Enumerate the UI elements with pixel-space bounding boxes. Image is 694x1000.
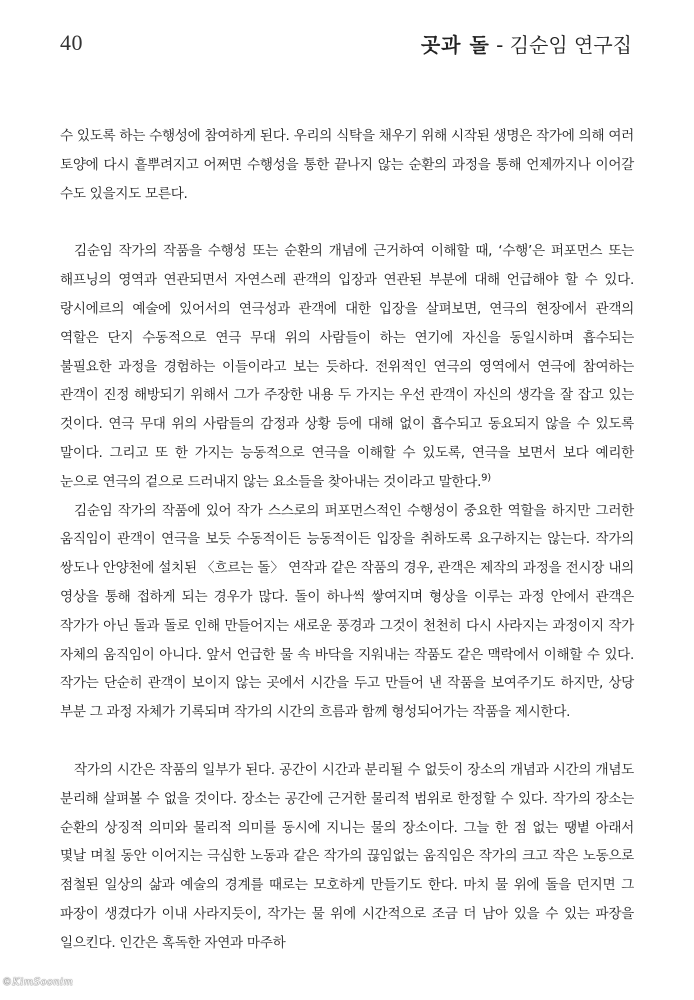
paragraph-4: 작가의 시간은 작품의 일부가 된다. 공간이 시간과 분리될 수 없듯이 장소의 개념과 시간의 개념도 분리해 살펴볼 수 없을 것이다. 장소는 공간에 근거한 물리적 범위로 한정할 수 있다. 작가의 장소는 순환의 상징적 의미와 물리적 의미를 동시에 지니는 물의 장소이다. 그늘 한 점 없는 땡볕 아래서 몇날 며칠 동안 이어지는 극심한 노동과 같은 작가의 끊임없는 움직임은 작가의 크고 작은 노동으로 점철된 일상의 삶과 예술의 경계를 때로는 모호하게 만들기도 한다. 마치 물 위에 돌을 던지면 그 파장이 생겼다가 이내 사라지듯이, 작가는 물 위에 시간적으로 조금 더 남아 있을 수 있는 파장을 일으킨다. 인간은 혹독한 자연과 마주하 bbox=[60, 761, 634, 951]
book-title: 곳과 돌 bbox=[420, 33, 490, 57]
paragraph-2-text: 김순임 작가의 작품을 수행성 또는 순환의 개념에 근거하여 이해할 때, ‘수행’은 퍼포먼스 또는 해프닝의 영역과 연관되면서 자연스레 관객의 입장과 연관된 부분에 대해 언급해야 할 수 있다. 랑시에르의 예술에 있어서의 연극성과 관객에 대한 입장을 살펴보면, 연극의 현장에서 관객의 역할은 단지 수동적으로 연극 무대 위의 사람들이 하는 연기에 자신을 동일시하며 흡수되는 불필요한 과정을 경험하는 이들이라고 보는 듯하다. 전위적인 연극의 영역에서 연극에 참여하는 관객이 진정 해방되기 위해서 그가 주장한 내용 두 가지는 우선 관객이 자신의 생각을 잘 잡고 있는 것이다. 연극 무대 위의 사람들의 감정과 상황 등에 대해 없이 흡수되고 동요되지 않을 수 있도록 말이다. 그리고 또 한 가지는 능동적으로 연극을 이해할 수 있도록, 연극을 보면서 보다 예리한 눈으로 연극의 겉으로 드러내지 않는 요소들을 찾아내는 것이라고 말한다. bbox=[60, 243, 634, 490]
header-separator: - bbox=[489, 33, 510, 57]
book-subtitle: 김순임 연구집 bbox=[509, 33, 632, 57]
paragraph-gap bbox=[60, 208, 634, 237]
paragraph-1: 수 있도록 하는 수행성에 참여하게 된다. 우리의 식탁을 채우기 위해 시작된 생명은 작가에 의해 여러 토양에 다시 흩뿌려지고 어쩌면 수행성을 통한 끝나지 않는 순환의 과정을 통해 언제까지나 이어갈 수도 있을지도 모른다. bbox=[60, 128, 634, 202]
watermark: ©KimSoonim bbox=[2, 977, 74, 988]
page-number: 40 bbox=[60, 30, 83, 55]
running-header bbox=[421, 29, 632, 58]
body-text bbox=[60, 122, 634, 958]
footnote-marker: 9) bbox=[481, 472, 491, 484]
paragraph-3: 김순임 작가의 작품에 있어 작가 스스로의 퍼포먼스적인 수행성이 중요한 역할을 하지만 그러한 움직임이 관객이 연극을 보듯 수동적이든 능동적이든 입장을 취하도록 요구하지는 않는다. 작가의 쌍도나 안양천에 설치된 〈흐르는 돌〉 연작과 같은 작품의 경우, 관객은 제작의 과정을 전시장 내의 영상을 통해 접하게 되는 경우가 많다. 돌이 하나씩 쌓여지며 형상을 이루는 과정 안에서 관객은 작가가 아닌 돌과 돌로 인해 만들어지는 새로운 풍경과 그것이 천천히 다시 사라지는 과정이지 작가 자체의 움직임이 아니다. 앞서 언급한 물 속 바닥을 지워내는 작품도 같은 맥락에서 이해할 수 있다. 작가는 단순히 관객이 보이지 않는 곳에서 시간을 두고 만들어 낸 작품을 보여주기도 하지만, 상당 부분 그 과정 자체가 기록되며 작가의 시간의 흐름과 함께 형성되어가는 작품을 제시한다. bbox=[60, 502, 634, 721]
paragraph-gap bbox=[60, 727, 634, 756]
paragraph-2 bbox=[60, 237, 634, 496]
